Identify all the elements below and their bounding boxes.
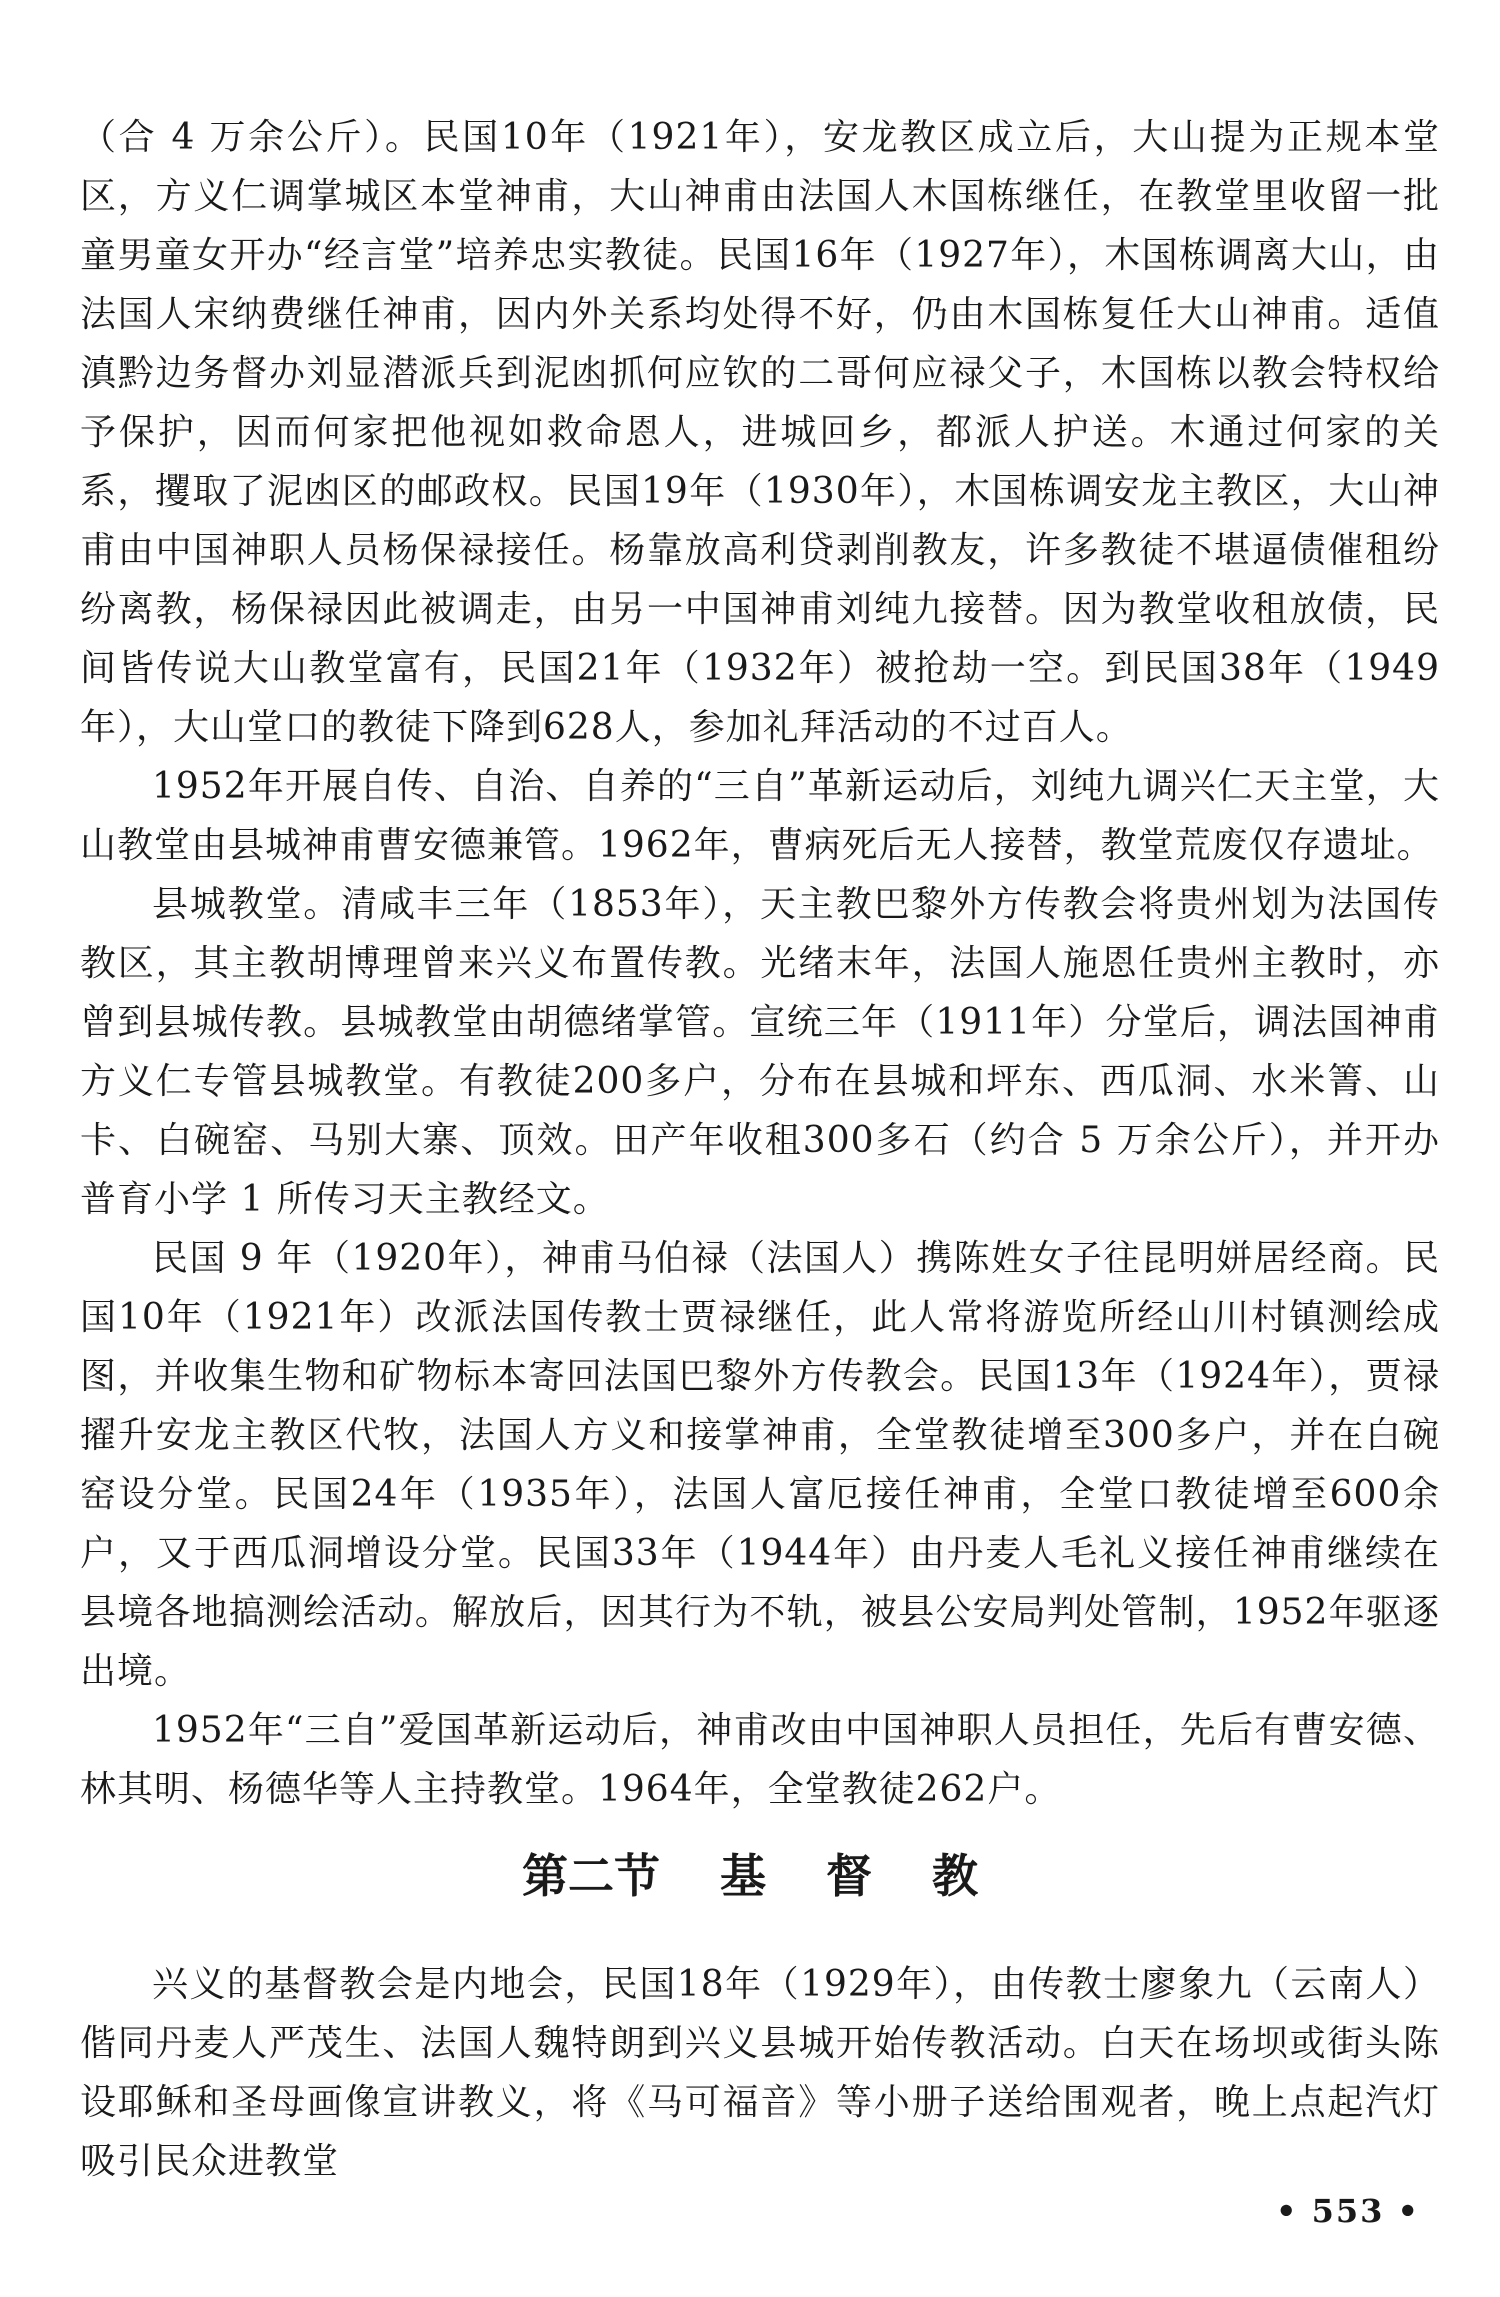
- paragraph-county-church: 县城教堂。清咸丰三年（1853年），天主教巴黎外方传教会将贵州划为法国传教区，其主教胡博理曾来兴义布置传教。光绪末年，法国人施恩任贵州主教时，亦曾到县城传教。县城教堂由胡德绪掌管。宣统三年（1911年）分堂后，调法国神甫方义仁专管县城教堂。有教徒200多户，分布在县城和坪东、西瓜洞、水米箐、山卡、白碗窑、马别大寨、顶效。田产年收租300多石（约合 5 万余公斤），并开办普育小学 1 所传习天主教经文。: [80, 884, 1440, 1220]
- body-text-lower: [80, 1955, 1440, 2191]
- body-text-upper: [80, 108, 1440, 1819]
- paragraph-protestant-intro: 兴义的基督教会是内地会，民国18年（1929年），由传教士廖象九（云南人）偕同丹麦人严茂生、法国人魏特朗到兴义县城开始传教活动。白天在场坝或街头陈设耶稣和圣母画像宣讲教义，将《马可福音》等小册子送给围观者，晚上点起汽灯吸引民众进教堂: [80, 1964, 1440, 2182]
- paragraph-three-self-movement: 1952年开展自传、自治、自养的“三自”革新运动后，刘纯九调兴仁天主堂，大山教堂由县城神甫曹安德兼管。1962年，曹病死后无人接替，教堂荒废仅存遗址。: [80, 766, 1440, 866]
- paragraph-republic-era: 民国 9 年（1920年），神甫马伯禄（法国人）携陈姓女子往昆明姘居经商。民国10年（1921年）改派法国传教士贾禄继任，此人常将游览所经山川村镇测绘成图，并收集生物和矿物标本寄回法国巴黎外方传教会。民国13年（1924年），贾禄擢升安龙主教区代牧，法国人方义和接掌神甫，全堂教徒增至300多户，并在白碗窑设分堂。民国24年（1935年），法国人富厄接任神甫，全堂口教徒增至600余户，又于西瓜洞增设分堂。民国33年（1944年）由丹麦人毛礼义接任神甫继续在县境各地搞测绘活动。解放后，因其行为不轨，被县公安局判处管制，1952年驱逐出境。: [80, 1238, 1440, 1692]
- paragraph-post-1952: 1952年“三自”爱国革新运动后，神甫改由中国神职人员担任，先后有曹安德、林其明、杨德华等人主持教堂。1964年，全堂教徒262户。: [80, 1710, 1440, 1810]
- paragraph-continuation: （合 4 万余公斤）。民国10年（1921年），安龙教区成立后，大山提为正规本堂区，方义仁调掌城区本堂神甫，大山神甫由法国人木国栋继任，在教堂里收留一批童男童女开办“经言堂”培养忠实教徒。民国16年（1927年），木国栋调离大山，由法国人宋纳费继任神甫，因内外关系均处得不好，仍由木国栋复任大山神甫。适值滇黔边务督办刘显潜派兵到泥凼抓何应钦的二哥何应禄父子，木国栋以教会特权给予保护，因而何家把他视如救命恩人，进城回乡，都派人护送。木通过何家的关系，攫取了泥凼区的邮政权。民国19年（1930年），木国栋调安龙主教区，大山神甫由中国神职人员杨保禄接任。杨靠放高利贷剥削教友，许多教徒不堪逼债催租纷纷离教，杨保禄因此被调走，由另一中国神甫刘纯九接替。因为教堂收租放债，民间皆传说大山教堂富有，民国21年（1932年）被抢劫一空。到民国38年（1949年），大山堂口的教徒下降到628人，参加礼拜活动的不过百人。: [80, 117, 1440, 748]
- section-heading: 第二节 基 督 教: [521, 1849, 979, 1903]
- page-number: • 553 •: [1276, 2192, 1420, 2230]
